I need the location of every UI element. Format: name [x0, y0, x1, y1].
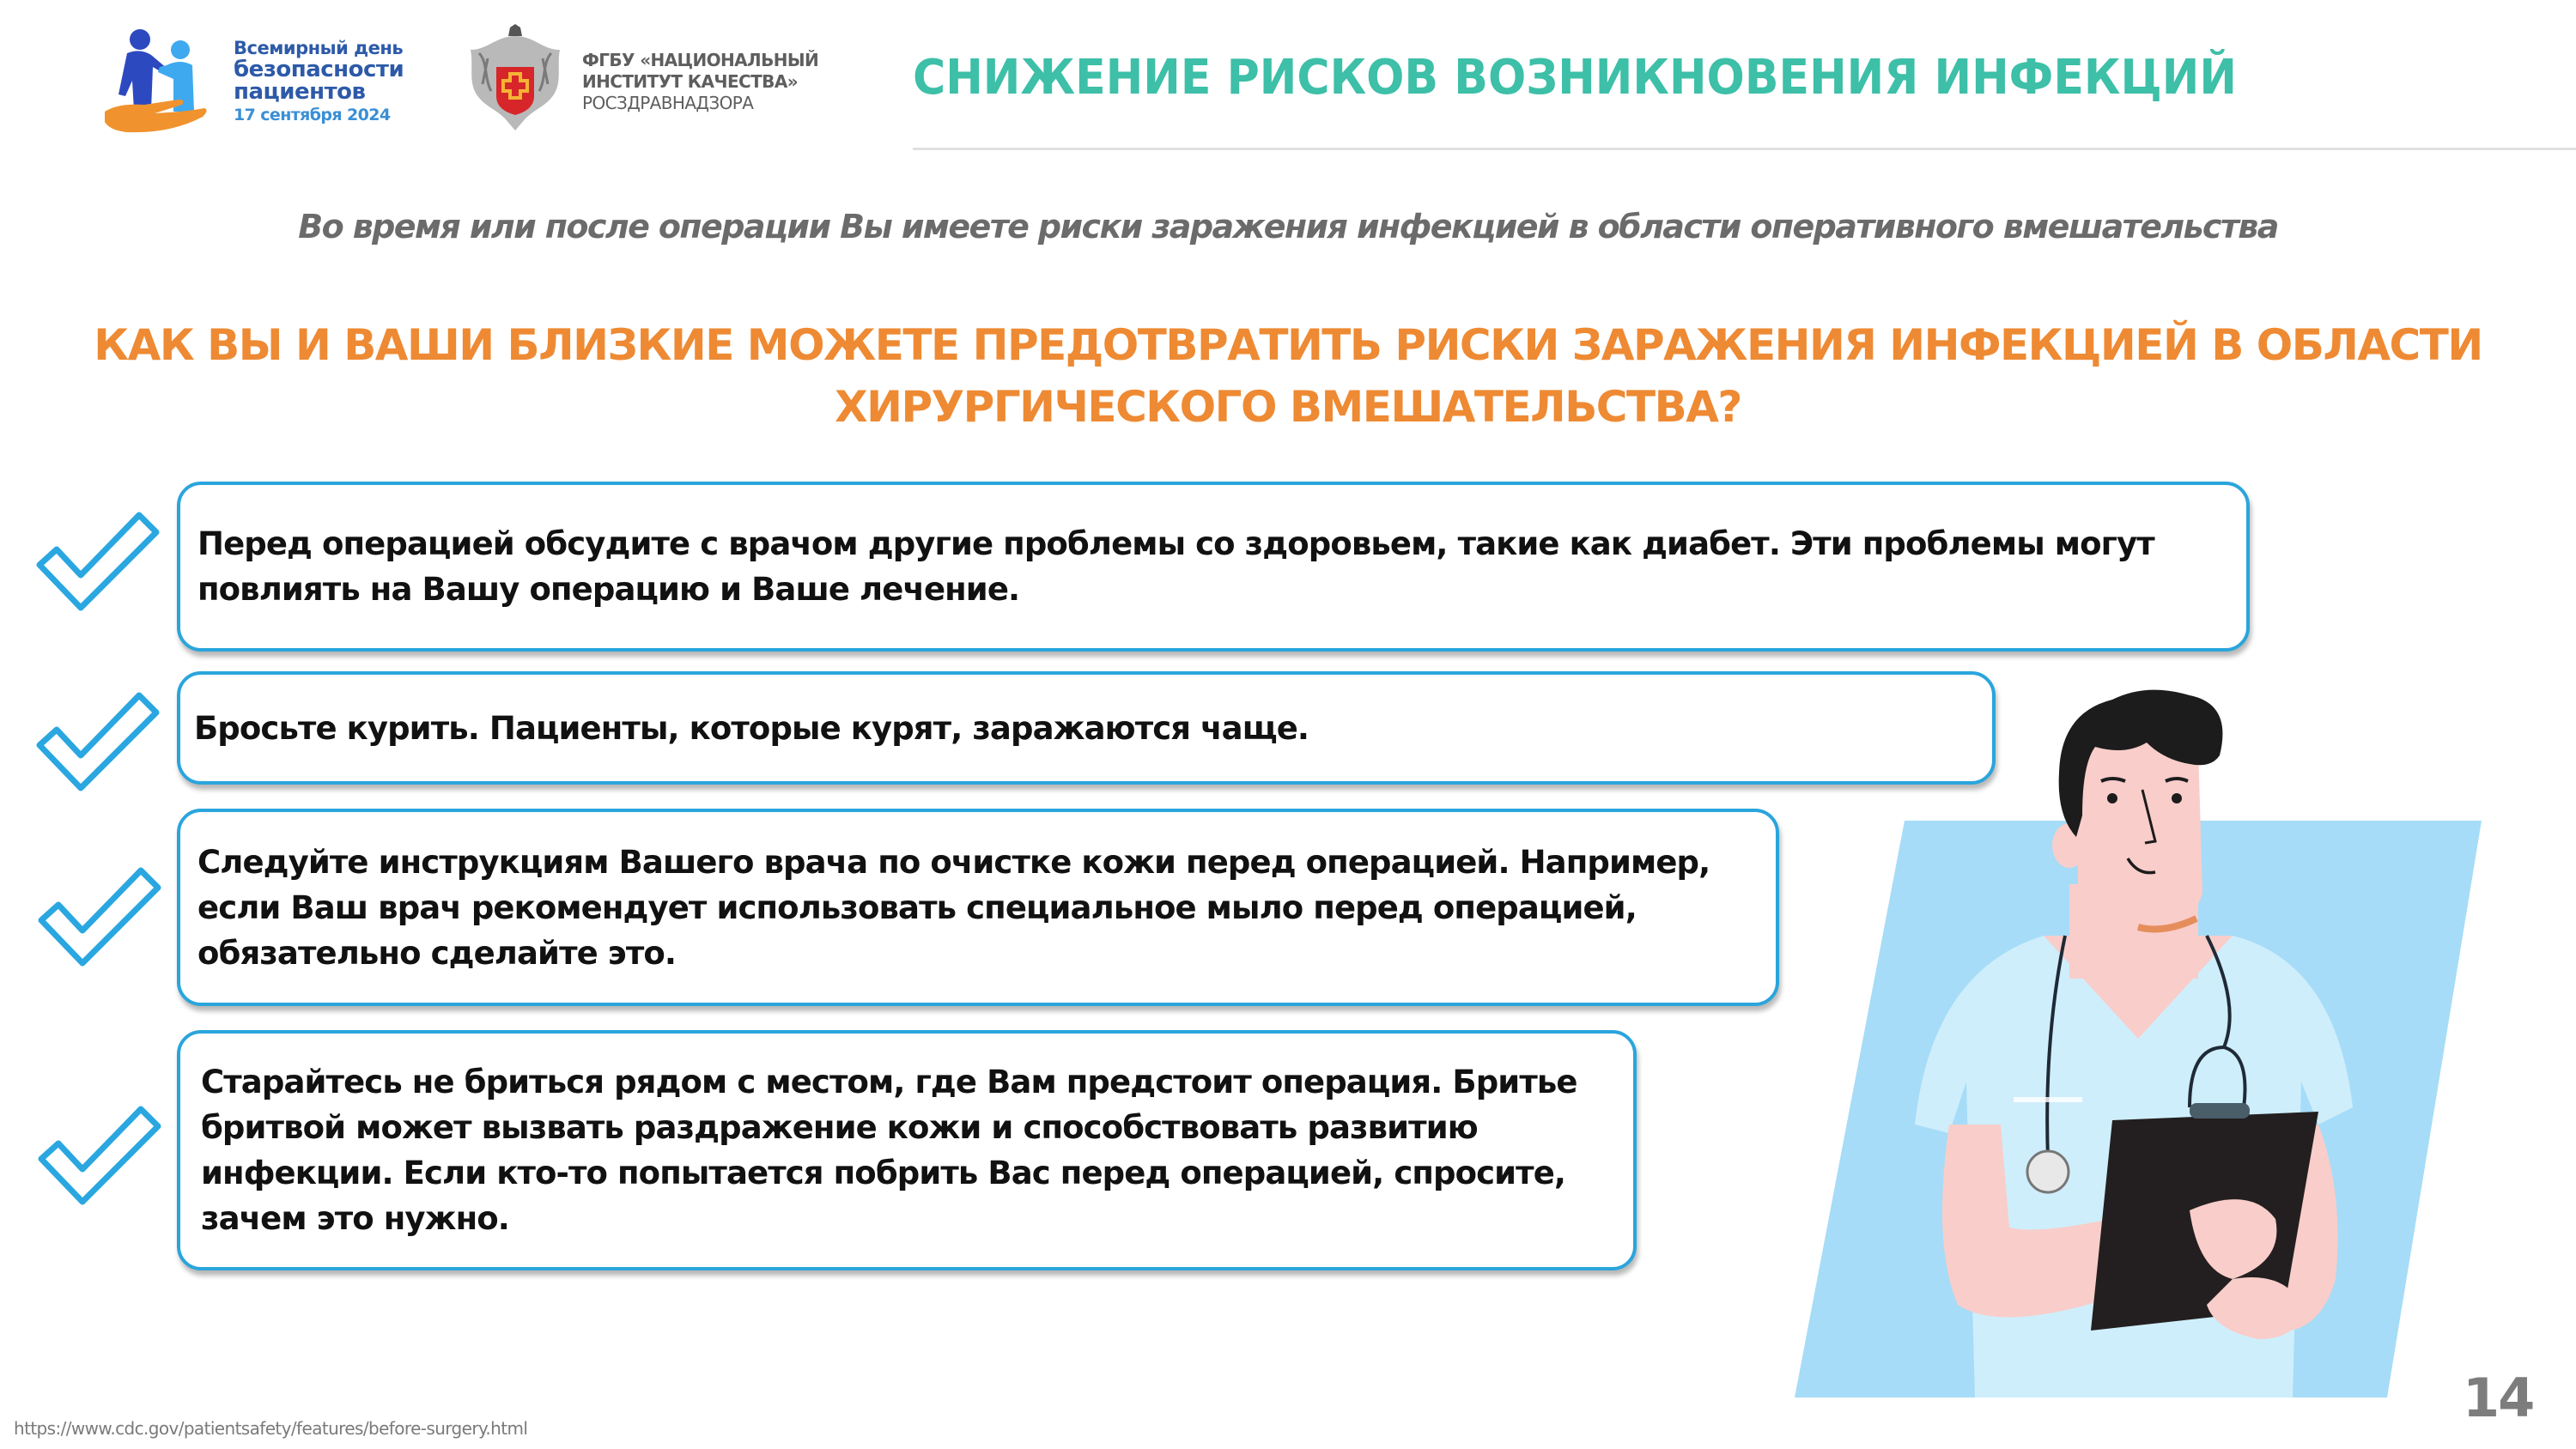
- tip-line: Бросьте курить. Пациенты, которые курят, заражаются чаще.: [194, 709, 1309, 747]
- org-logo-line2: ИНСТИТУТ КАЧЕСТВА»: [582, 71, 799, 92]
- page-title: СНИЖЕНИЕ РИСКОВ ВОЗНИКНОВЕНИЯ ИНФЕКЦИЙ: [913, 50, 2237, 106]
- org-logo-line3: РОСЗДРАВНАДЗОРА: [582, 93, 754, 113]
- tip-line: Следуйте инструкциям Вашего врача по очистке кожи перед операцией. Например,: [197, 843, 1710, 881]
- double-headed-eagle-emblem-icon: [462, 24, 568, 134]
- tip-line: если Ваш врач рекомендует использовать специальное мыло перед операцией,: [197, 888, 1637, 926]
- tip-text: [180, 706, 1309, 751]
- tip-line: Старайтесь не бриться рядом с местом, где Вам предстоит операция. Бритье: [201, 1064, 1577, 1100]
- tip-card-1: [177, 482, 2250, 652]
- checkmark-icon: [34, 862, 163, 969]
- title-divider: [913, 148, 2576, 150]
- checkmark-icon: [34, 1100, 163, 1208]
- tip-text: [180, 521, 2154, 612]
- checkmark-icon: [33, 687, 161, 794]
- doctor-with-clipboard-illustration: [1786, 678, 2490, 1408]
- subtitle: Во время или после операции Вы имеете риски заражения инфекцией в области оперативного вмешательства: [298, 208, 2278, 246]
- question-line1: КАК ВЫ И ВАШИ БЛИЗКИЕ МОЖЕТЕ ПРЕДОТВРАТИТЬ РИСКИ ЗАРАЖЕНИЯ ИНФЕКЦИЕЙ В ОБЛАСТИ: [94, 320, 2482, 370]
- tip-line: инфекции. Если кто-то попытается побрить Вас перед операцией, спросите,: [201, 1155, 1566, 1191]
- question-line2: ХИРУРГИЧЕСКОГО ВМЕШАТЕЛЬСТВА?: [835, 382, 1741, 432]
- org-logo-text: [582, 50, 818, 114]
- event-logo-line3: пациентов: [234, 79, 366, 105]
- tip-line: Перед операцией обсудите с врачом другие проблемы со здоровьем, такие как диабет. Эти проблемы могут: [197, 525, 2154, 562]
- source-link[interactable]: https://www.cdc.gov/patientsafety/features/before-surgery.html: [14, 1418, 528, 1439]
- event-logo-line1: Всемирный день: [234, 38, 404, 58]
- tip-line: зачем это нужно.: [201, 1200, 509, 1237]
- tip-line: повлиять на Вашу операцию и Ваше лечение.: [197, 571, 1020, 608]
- event-logo-text: [234, 39, 404, 124]
- checkmark-icon: [33, 506, 161, 614]
- tip-card-3: [177, 809, 1779, 1006]
- event-logo-line2: безопасности: [234, 57, 404, 82]
- tip-card-4: [177, 1030, 1637, 1270]
- question-headline: [0, 314, 2576, 438]
- page-number: 14: [2463, 1367, 2534, 1429]
- tip-line: обязательно сделайте это.: [197, 934, 677, 972]
- event-date: 17 сентября 2024: [234, 106, 391, 124]
- people-helping-hand-icon: [101, 27, 215, 137]
- tip-text: [180, 840, 1710, 976]
- org-logo-line1: ФГБУ «НАЦИОНАЛЬНЫЙ: [582, 50, 819, 70]
- tip-text: [180, 1059, 1577, 1241]
- tip-line: бритвой может вызвать раздражение кожи и способствовать развитию: [201, 1109, 1478, 1146]
- tip-card-2: [177, 671, 1996, 785]
